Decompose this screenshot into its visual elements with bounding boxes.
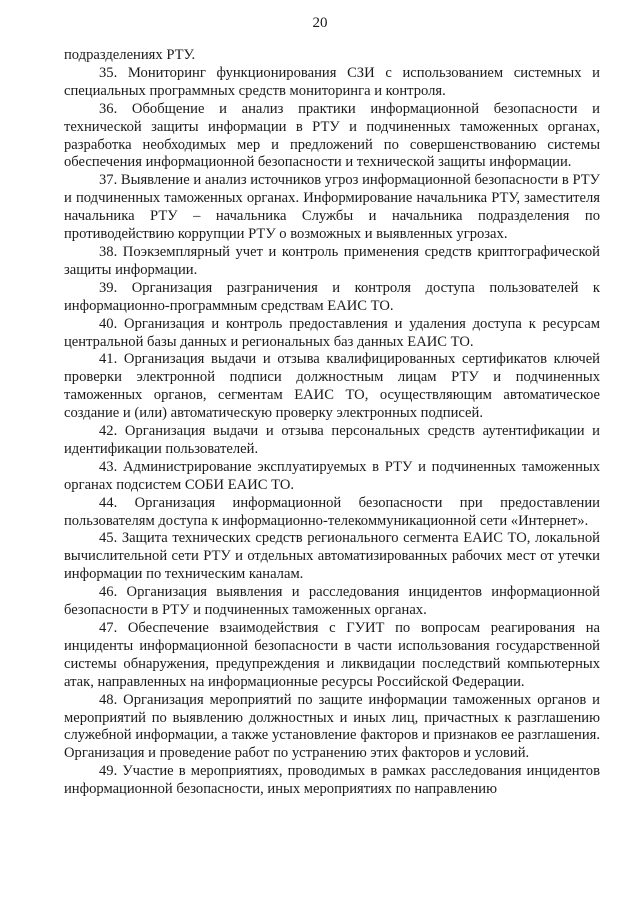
paragraph-item-35: 35. Мониторинг функционирования СЗИ с использованием системных и специальных программных средств мониторинга и контроля. [64, 64, 600, 99]
paragraph-item-48: 48. Организация мероприятий по защите информации таможенных органов и мероприятий по выявлению должностных и иных лиц, причастных к разглашению служебной информации, а также установление факторов и признаков ее разглашения. Организация и проведение работ по устранению этих факторов и условий. [64, 691, 600, 762]
paragraph-item-36: 36. Обобщение и анализ практики информационной безопасности и технической защиты информации в РТУ и подчиненных таможенных органах, разработка необходимых мер и предложений по совершенствованию системы обеспечения информационной безопасности и технической защиты информации. [64, 100, 600, 171]
document-body [64, 47, 600, 799]
paragraph-item-45: 45. Защита технических средств регионального сегмента ЕАИС ТО, локальной вычислительной сети РТУ и отдельных автоматизированных рабочих мест от утечки информации по техническим каналам. [64, 530, 600, 583]
paragraph-item-43: 43. Администрирование эксплуатируемых в РТУ и подчиненных таможенных органах подсистем СОБИ ЕАИС ТО. [64, 458, 600, 493]
paragraph-continuation: подразделениях РТУ. [64, 47, 196, 63]
paragraph-item-39: 39. Организация разграничения и контроля доступа пользователей к информационно-программным средствам ЕАИС ТО. [64, 279, 600, 314]
paragraph-item-47: 47. Обеспечение взаимодействия с ГУИТ по вопросам реагирования на инциденты информационной безопасности в части использования государственной системы обнаружения, предупреждения и ликвидации последствий компьютерных атак, направленных на информационные ресурсы Российской Федерации. [64, 620, 600, 690]
paragraph-item-38: 38. Поэкземплярный учет и контроль применения средств криптографической защиты информации. [64, 243, 600, 278]
paragraph-item-41: 41. Организация выдачи и отзыва квалифицированных сертификатов ключей проверки электронной подписи должностным лицам РТУ и подчиненных таможенных органов, сегментам ЕАИС ТО, осуществляющим автоматическое создание и (или) автоматическую проверку электронных подписей. [64, 351, 600, 422]
page-number: 20 [312, 15, 328, 31]
paragraph-item-40: 40. Организация и контроль предоставления и удаления доступа к ресурсам центральной базы данных и региональных баз данных ЕАИС ТО. [64, 315, 600, 350]
paragraph-item-46: 46. Организация выявления и расследования инцидентов информационной безопасности в РТУ и подчиненных таможенных органах. [64, 584, 600, 619]
paragraph-item-37: 37. Выявление и анализ источников угроз информационной безопасности в РТУ и подчиненных таможенных органах. Информирование начальника РТУ, заместителя начальника РТУ – начальника Службы и начальника подразделения по противодействию коррупции РТУ о возможных и выявленных угрозах. [64, 172, 600, 243]
paragraph-item-44: 44. Организация информационной безопасности при предоставлении пользователям доступа к информационно-телекоммуникационной сети «Интернет». [64, 494, 600, 529]
paragraph-item-42: 42. Организация выдачи и отзыва персональных средств аутентификации и идентификации пользователей. [64, 423, 600, 457]
paragraph-item-49: 49. Участие в мероприятиях, проводимых в рамках расследования инцидентов информационной безопасности, иных мероприятиях по направлению [64, 763, 600, 798]
